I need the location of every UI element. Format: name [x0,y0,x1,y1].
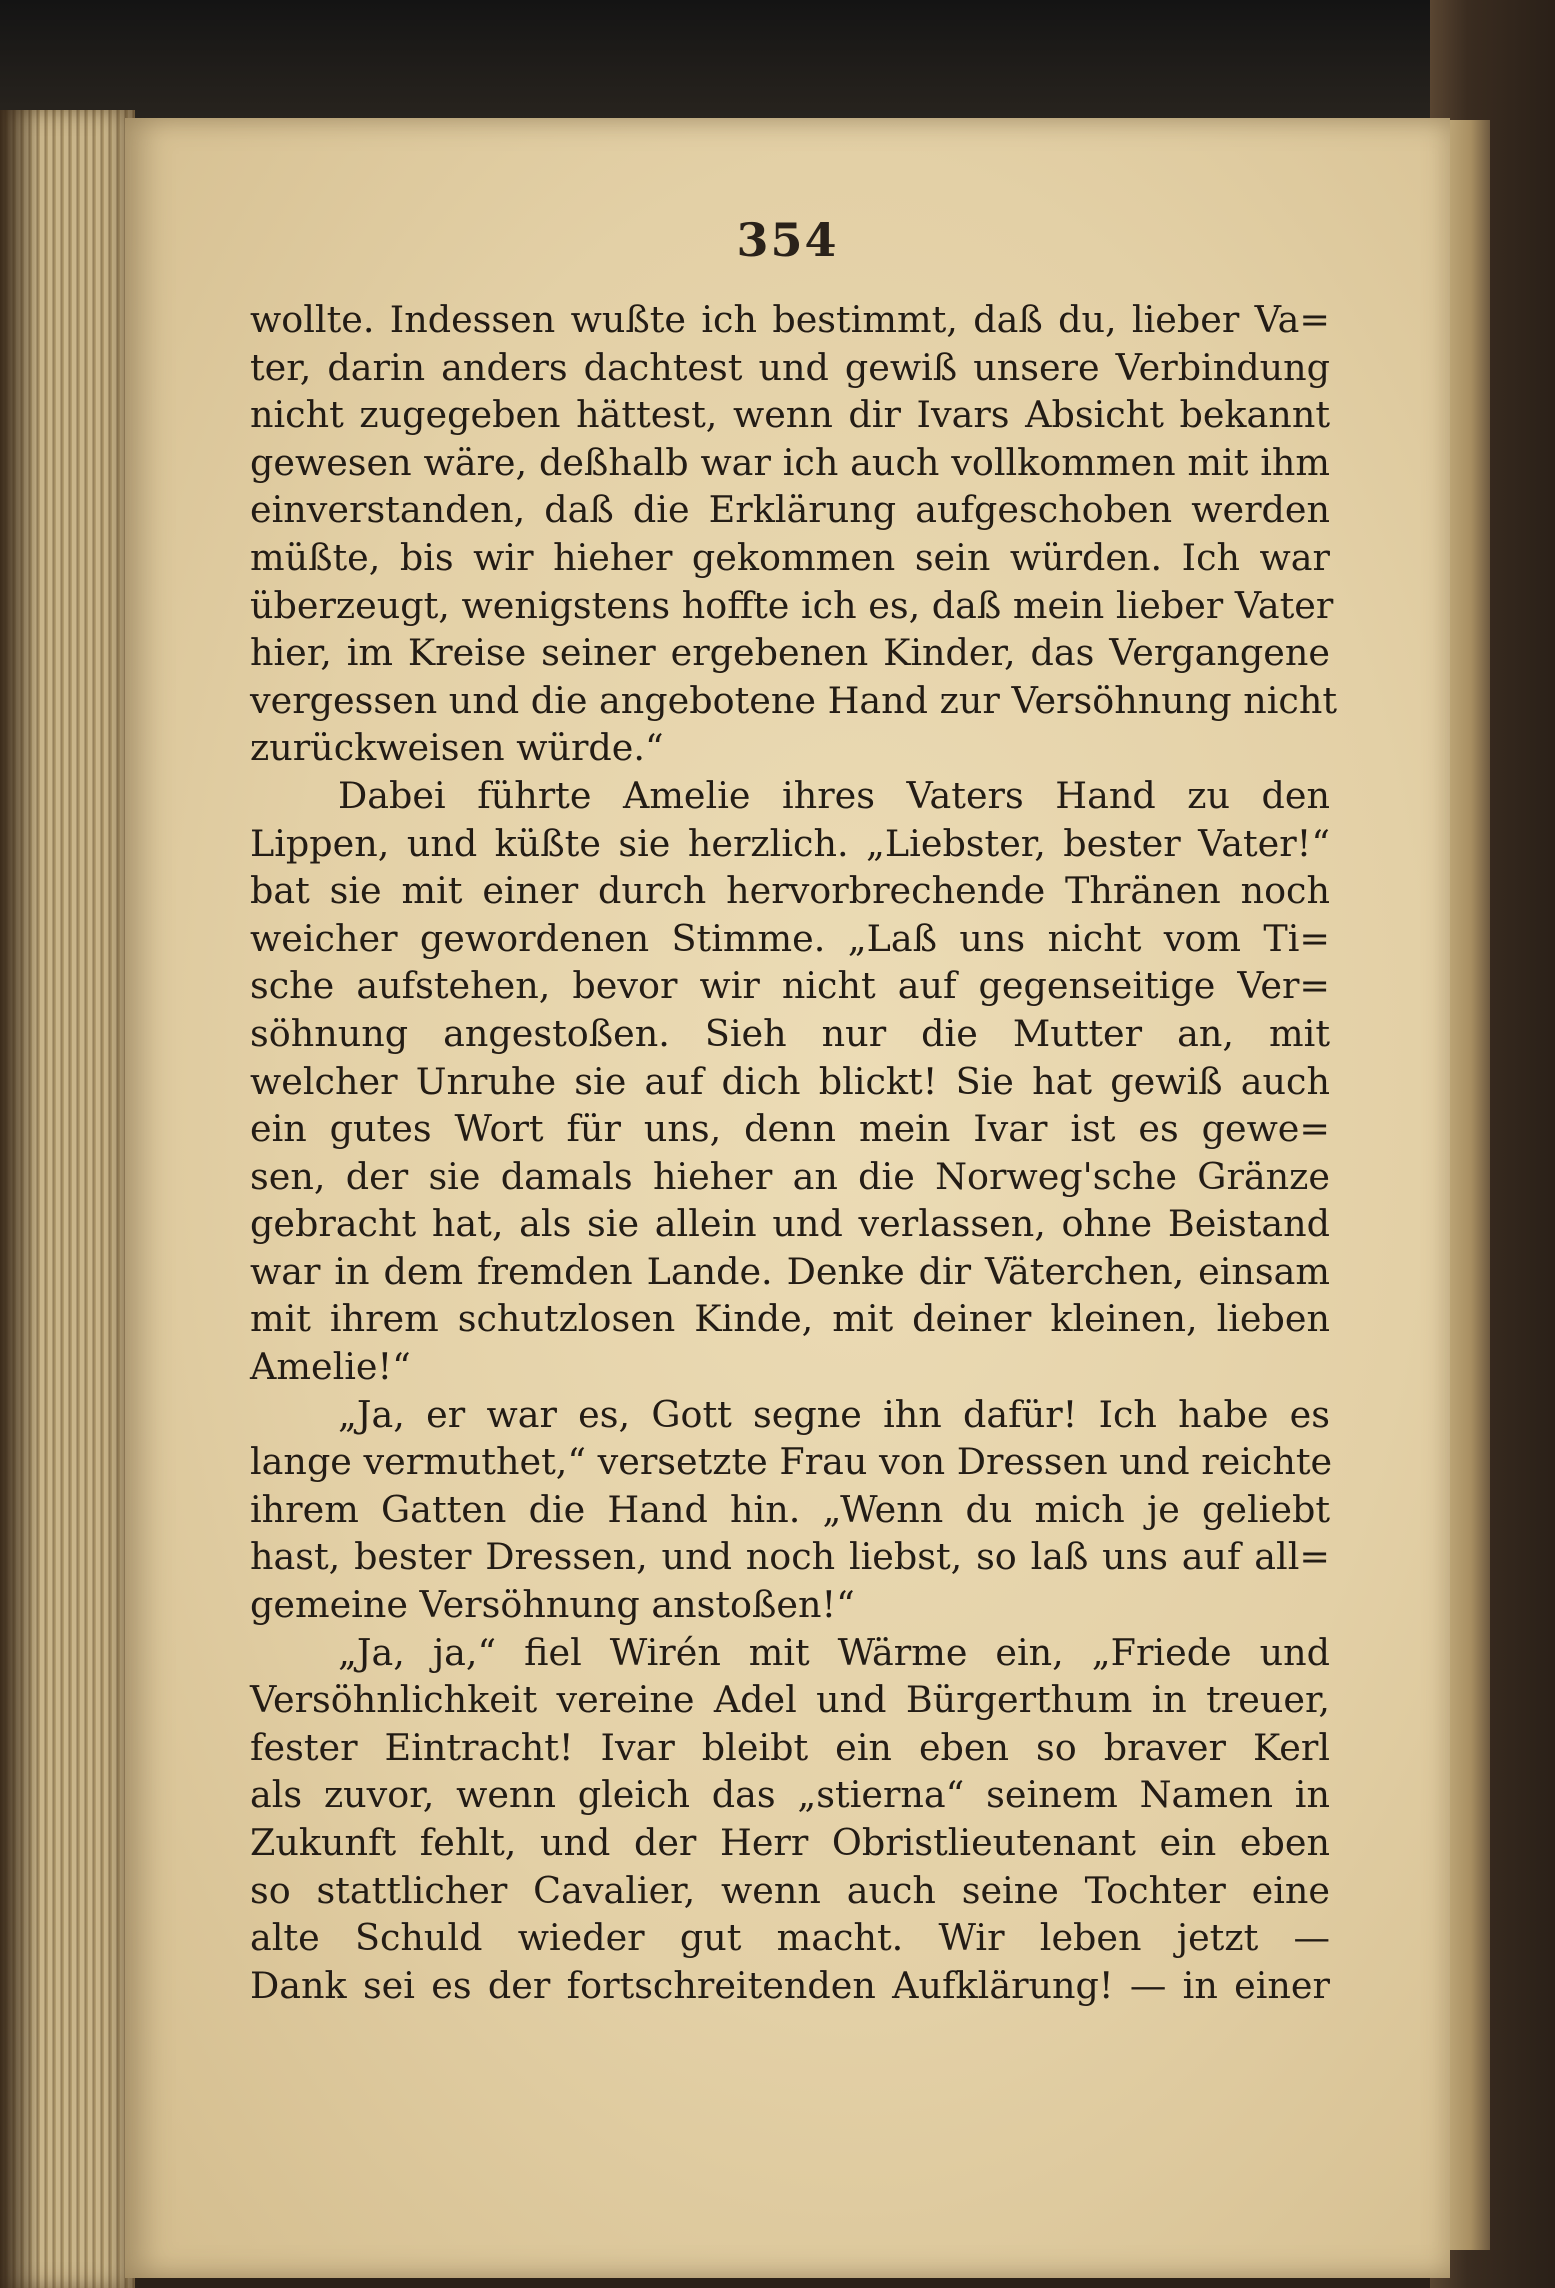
text-line: wollte. Indessen wußte ich bestimmt, daß du, lieber Va= [250,298,1330,341]
text-line: gemeine Versöhnung anstoßen!“ [250,1583,855,1627]
text-line: ter, darin anders dachtest und gewiß unsere Verbindung [250,345,1330,389]
text-line: hier, im Kreise seiner ergebenen Kinder, das Vergangene [250,631,1330,675]
page-number: 354 [736,213,839,267]
text-line: überzeugt, wenigstens hoffte ich es, daß mein lieber Vater [250,583,1334,627]
page-text-block [250,296,1337,2009]
text-line: „Ja, er war es, Gott segne ihn dafür! Ich habe es [338,1392,1330,1436]
text-line: zurückweisen würde.“ [250,726,664,770]
text-line: gewesen wäre, deßhalb war ich auch vollkommen mit ihm [250,440,1330,484]
text-line: söhnung angestoßen. Sieh nur die Mutter an, mit [250,1011,1330,1055]
text-line: Amelie!“ [250,1345,411,1389]
text-line: einverstanden, daß die Erklärung aufgeschoben werden [250,488,1330,532]
text-line: vergessen und die angebotene Hand zur Versöhnung nicht [250,678,1337,722]
book-page [125,118,1450,2278]
text-line: Versöhnlichkeit vereine Adel und Bürgerthum in treuer, [250,1678,1330,1722]
text-line: bat sie mit einer durch hervorbrechende Thränen noch [250,869,1330,913]
scanner-background [0,0,1555,130]
text-line: weicher gewordenen Stimme. „Laß uns nicht vom Ti= [250,916,1330,960]
text-line: so stattlicher Cavalier, wenn auch seine Tochter eine [250,1868,1330,1912]
text-line: gebracht hat, als sie allein und verlassen, ohne Beistand [250,1202,1330,1246]
text-line: war in dem fremden Lande. Denke dir Väterchen, einsam [250,1249,1330,1293]
text-line: ein gutes Wort für uns, denn mein Ivar ist es gewe= [250,1107,1330,1151]
text-line: mit ihrem schutzlosen Kinde, mit deiner kleinen, lieben [250,1297,1330,1341]
text-line: Dank sei es der fortschreitenden Aufklärung! — in einer [250,1963,1330,2007]
text-line: ihrem Gatten die Hand hin. „Wenn du mich je geliebt [250,1487,1330,1531]
text-line: Dabei führte Amelie ihres Vaters Hand zu den [338,773,1330,817]
text-line: als zuvor, wenn gleich das „stierna“ seinem Namen in [250,1773,1330,1817]
page-edges-shadow [0,110,40,2288]
text-line: müßte, bis wir hieher gekommen sein würden. Ich war [250,535,1330,579]
text-line: alte Schuld wieder gut macht. Wir leben jetzt — [250,1916,1330,1960]
text-line: „Ja, ja,“ fiel Wirén mit Wärme ein, „Friede und [338,1630,1330,1674]
text-line: Zukunft fehlt, und der Herr Obristlieutenant ein eben [250,1821,1330,1864]
text-line: fester Eintracht! Ivar bleibt ein eben so braver Kerl [250,1725,1330,1769]
text-line: nicht zugegeben hättest, wenn dir Ivars Absicht bekannt [250,393,1330,437]
text-line: hast, bester Dressen, und noch liebst, so laß uns auf all= [250,1535,1330,1579]
text-line: sen, der sie damals hieher an die Norweg'sche Gränze [250,1154,1330,1198]
text-line: Lippen, und küßte sie herzlich. „Liebster, bester Vater!“ [250,821,1330,865]
text-line: welcher Unruhe sie auf dich blickt! Sie hat gewiß auch [250,1059,1330,1103]
text-line: sche aufstehen, bevor wir nicht auf gegenseitige Ver= [250,964,1330,1008]
text-line: lange vermuthet,“ versetzte Frau von Dressen und reichte [250,1440,1333,1484]
